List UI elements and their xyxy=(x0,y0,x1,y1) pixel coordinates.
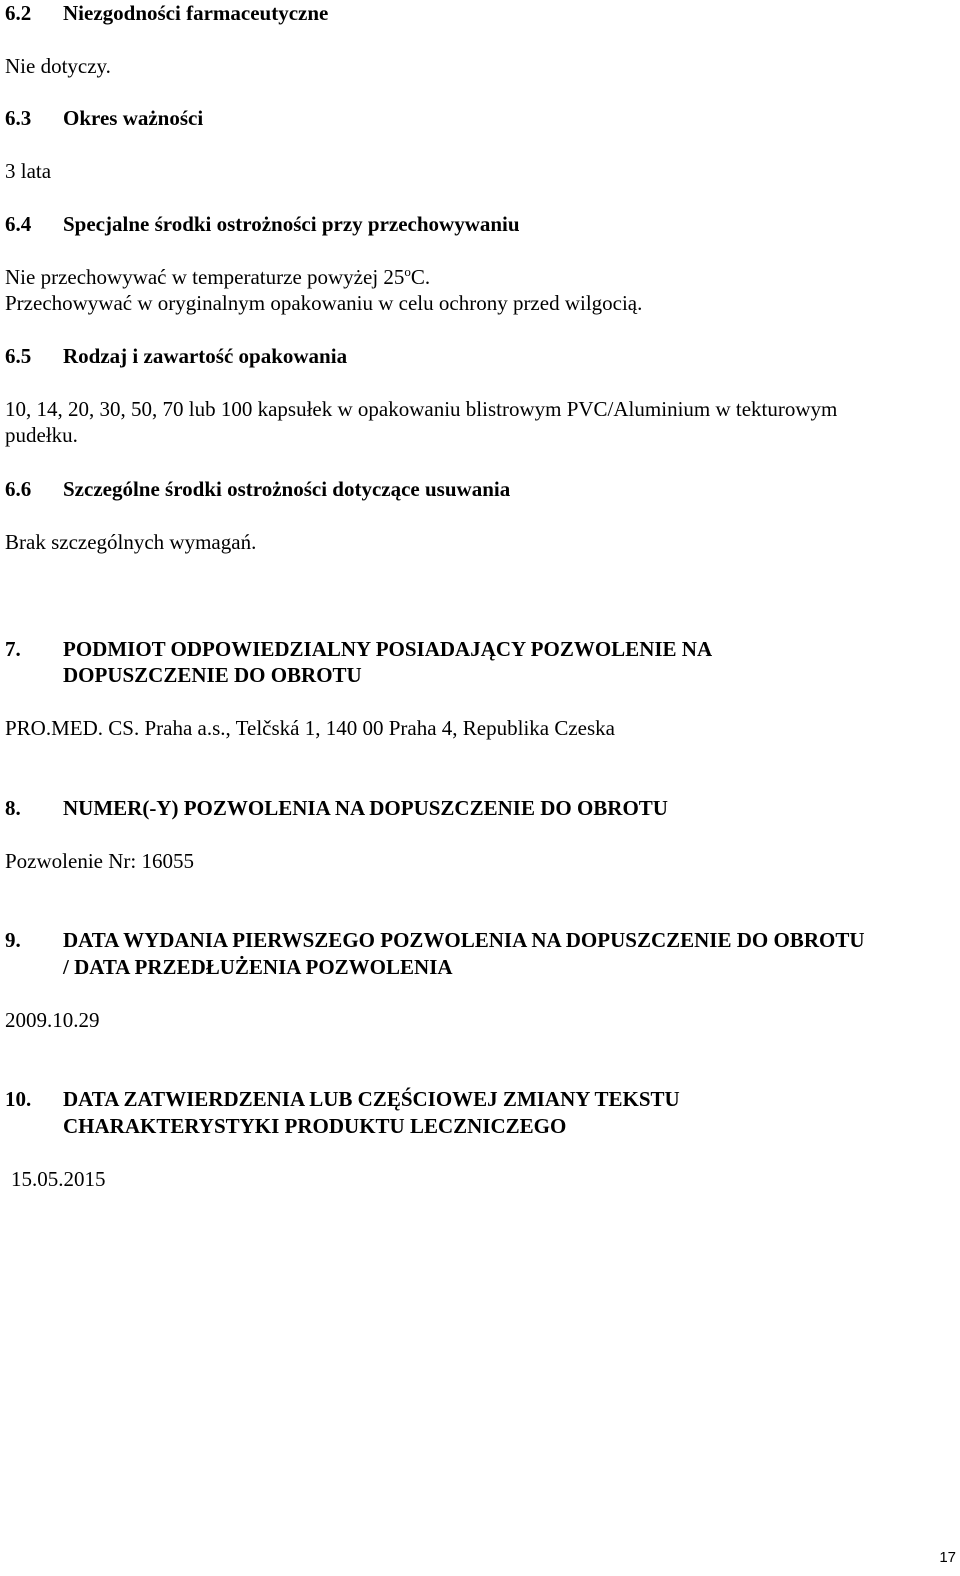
section-number: 6.2 xyxy=(5,1,32,25)
section-text: 2009.10.29 xyxy=(5,1008,100,1032)
degree-superscript: o xyxy=(404,264,411,279)
storage-temperature-text xyxy=(5,264,430,290)
section-text: 3 lata xyxy=(5,159,52,183)
section-heading: Szczególne środki ostrożności dotyczące usuwania xyxy=(63,477,511,501)
section-number: 8. xyxy=(5,796,21,820)
section-number: 6.3 xyxy=(5,106,32,130)
section-number: 7. xyxy=(5,637,21,661)
section-text: pudełku. xyxy=(5,423,78,447)
section-heading: CHARAKTERYSTYKI PRODUKTU LECZNICZEGO xyxy=(63,1114,567,1138)
section-number: 6.6 xyxy=(5,477,32,501)
section-number: 6.5 xyxy=(5,344,32,368)
section-text: Pozwolenie Nr: 16055 xyxy=(5,849,194,873)
section-number: 10. xyxy=(5,1087,32,1111)
section-heading: Okres ważności xyxy=(63,106,204,130)
storage-moisture-text: Przechowywać w oryginalnym opakowaniu w celu ochrony przed wilgocią. xyxy=(5,291,643,315)
section-heading: / DATA PRZEDŁUŻENIA POZWOLENIA xyxy=(63,955,453,979)
section-text: Brak szczególnych wymagań. xyxy=(5,530,257,554)
section-heading: DOPUSZCZENIE DO OBROTU xyxy=(63,663,362,687)
section-number: 6.4 xyxy=(5,212,32,236)
section-text: 15.05.2015 xyxy=(11,1167,106,1191)
section-heading: Specjalne środki ostrożności przy przechowywaniu xyxy=(63,212,520,236)
text-part: Nie przechowywać w temperaturze powyżej 25 xyxy=(5,265,405,289)
section-heading: PODMIOT ODPOWIEDZIALNY POSIADAJĄCY POZWOLENIE NA xyxy=(63,637,713,661)
section-heading: NUMER(-Y) POZWOLENIA NA DOPUSZCZENIE DO OBROTU xyxy=(63,796,668,820)
text-part: C. xyxy=(410,265,431,289)
section-text: 10, 14, 20, 30, 50, 70 lub 100 kapsułek w opakowaniu blistrowym PVC/Aluminium w tekturowym xyxy=(5,397,838,421)
section-heading: DATA ZATWIERDZENIA LUB CZĘŚCIOWEJ ZMIANY TEKSTU xyxy=(63,1087,680,1111)
section-text: Nie dotyczy. xyxy=(5,54,111,78)
section-heading: Rodzaj i zawartość opakowania xyxy=(63,344,348,368)
section-text: PRO.MED. CS. Praha a.s., Telčská 1, 140 00 Praha 4, Republika Czeska xyxy=(5,716,615,740)
section-number: 9. xyxy=(5,928,21,952)
section-heading: Niezgodności farmaceutyczne xyxy=(63,1,329,25)
section-heading: DATA WYDANIA PIERWSZEGO POZWOLENIA NA DOPUSZCZENIE DO OBROTU xyxy=(63,928,865,952)
page-number: 17 xyxy=(939,1549,956,1566)
